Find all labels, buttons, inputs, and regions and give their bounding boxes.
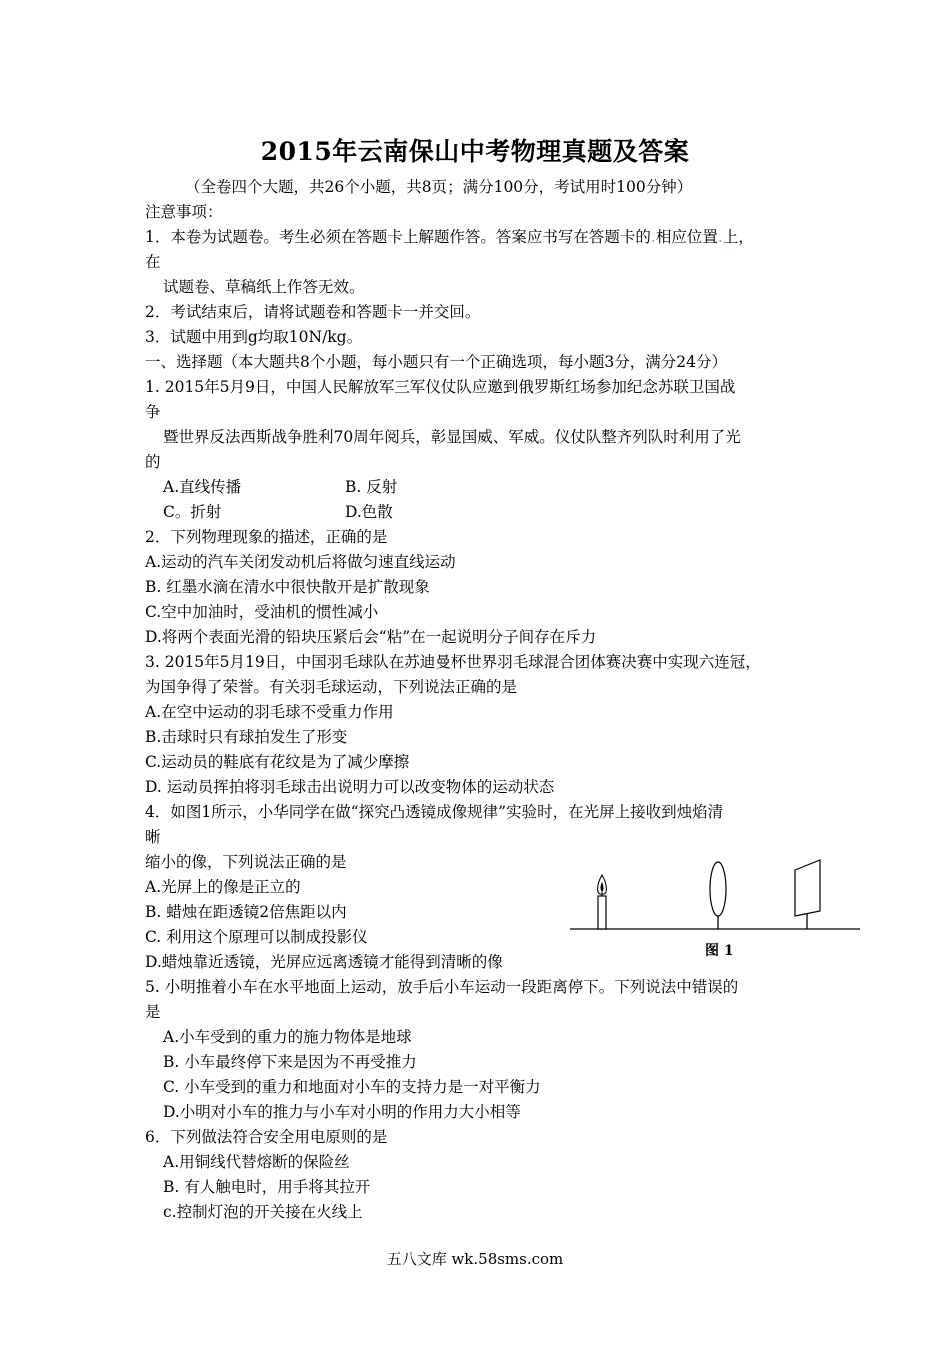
figure-1 <box>565 858 865 968</box>
q4-option-d: D.蜡烛靠近透镜，光屏应远离透镜才能得到清晰的像 <box>145 953 503 971</box>
notes-heading: 注意事项： <box>145 203 223 221</box>
q6-option-a: A.用铜线代替熔断的保险丝 <box>163 1153 350 1171</box>
q5-option-a: A.小车受到的重力的施力物体是地球 <box>163 1028 412 1046</box>
q3-option-a: A.在空中运动的羽毛球不受重力作用 <box>145 703 394 721</box>
q1-stem-wrap2: 的 <box>145 453 161 471</box>
q3-option-c: C.运动员的鞋底有花纹是为了减少摩擦 <box>145 753 410 771</box>
q1-stem: 1. 2015年5月9日，中国人民解放军三军仪仗队应邀到俄罗斯红场参加纪念苏联卫国战 <box>145 378 736 396</box>
light-screen-icon <box>795 860 820 916</box>
q1-option-b: B. 反射 <box>345 478 398 496</box>
q2-option-d: D.将两个表面光滑的铅块压紧后会“粘”在一起说明分子间存在斥力 <box>145 628 597 646</box>
note-1-wrap: 在 <box>145 253 161 271</box>
q4-option-b: B. 蜡烛在距透镜2倍焦距以内 <box>145 903 347 921</box>
q5-option-b: B. 小车最终停下来是因为不再受推力 <box>163 1053 417 1071</box>
q5-option-c: C. 小车受到的重力和地面对小车的支持力是一对平衡力 <box>163 1078 541 1096</box>
figure-label: 图 1 <box>705 943 734 959</box>
q2-stem: 2．下列物理现象的描述，正确的是 <box>145 528 388 546</box>
q6-option-b: B. 有人触电时，用手将其拉开 <box>163 1178 371 1196</box>
candle-body <box>598 896 606 929</box>
footer-watermark: 五八文库 wk.58sms.com <box>386 1250 564 1268</box>
optics-bench-diagram <box>565 858 865 968</box>
q5-option-d: D.小明对小车的推力与小车对小明的作用力大小相等 <box>163 1103 521 1121</box>
q3-stem: 3. 2015年5月19日，中国羽毛球队在苏迪曼杯世界羽毛球混合团体赛决赛中实现六连冠， <box>145 653 761 671</box>
q1-option-a: A.直线传播 <box>163 478 242 496</box>
section-heading: 一、选择题（本大题共8个小题，每小题只有一个正确选项，每小题3分，满分24分） <box>145 353 727 371</box>
q1-stem-cont: 暨世界反法西斯战争胜利70周年阅兵，彰显国威、军威。仪仗队整齐列队时利用了光 <box>163 428 741 446</box>
q3-stem-cont: 为国争得了荣誉。有关羽毛球运动，下列说法正确的是 <box>145 678 518 696</box>
q4-stem-wrap: 晰 <box>145 828 161 846</box>
q6-stem: 6．下列做法符合安全用电原则的是 <box>145 1128 388 1146</box>
note-1-cont: 试题卷、草稿纸上作答无效。 <box>163 278 365 296</box>
q1-option-c: C。折射 <box>163 503 222 521</box>
note-3: 3．试题中用到g均取10N/kg。 <box>145 328 363 346</box>
q5-stem: 5. 小明推着小车在水平地面上运动，放手后小车运动一段距离停下。下列说法中错误的 <box>145 978 739 996</box>
q3-option-b: B.击球时只有球拍发生了形变 <box>145 728 348 746</box>
q2-option-b: B. 红墨水滴在清水中很快散开是扩散现象 <box>145 578 430 596</box>
q4-option-c: C. 利用这个原理可以制成投影仪 <box>145 928 368 946</box>
page-title: 2015年云南保山中考物理真题及答案 <box>260 137 690 166</box>
q1-stem-wrap: 争 <box>145 403 161 421</box>
q4-option-a: A.光屏上的像是正立的 <box>145 878 301 896</box>
q3-option-d: D. 运动员挥拍将羽毛球击出说明力可以改变物体的运动状态 <box>145 778 555 796</box>
q1-option-d: D.色散 <box>345 503 393 521</box>
note-1: 1．本卷为试题卷。考生必须在答题卡上解题作答。答案应书写在答题卡的.相应位置.上， <box>145 228 754 246</box>
note-2: 2．考试结束后，请将试题卷和答题卡一并交回。 <box>145 303 481 321</box>
exam-info: （全卷四个大题，共26个小题，共8页；满分100分，考试用时100分钟） <box>185 178 693 196</box>
q2-option-a: A.运动的汽车关闭发动机后将做匀速直线运动 <box>145 553 456 571</box>
q5-stem-wrap: 是 <box>145 1003 161 1021</box>
q4-stem: 4．如图1所示，小华同学在做“探究凸透镜成像规律”实验时，在光屏上接收到烛焰清 <box>145 803 724 821</box>
q4-stem-cont: 缩小的像，下列说法正确的是 <box>145 853 347 871</box>
convex-lens-icon <box>710 862 726 916</box>
q6-option-c: c.控制灯泡的开关接在火线上 <box>163 1203 363 1221</box>
q2-option-c: C.空中加油时，受油机的惯性减小 <box>145 603 379 621</box>
